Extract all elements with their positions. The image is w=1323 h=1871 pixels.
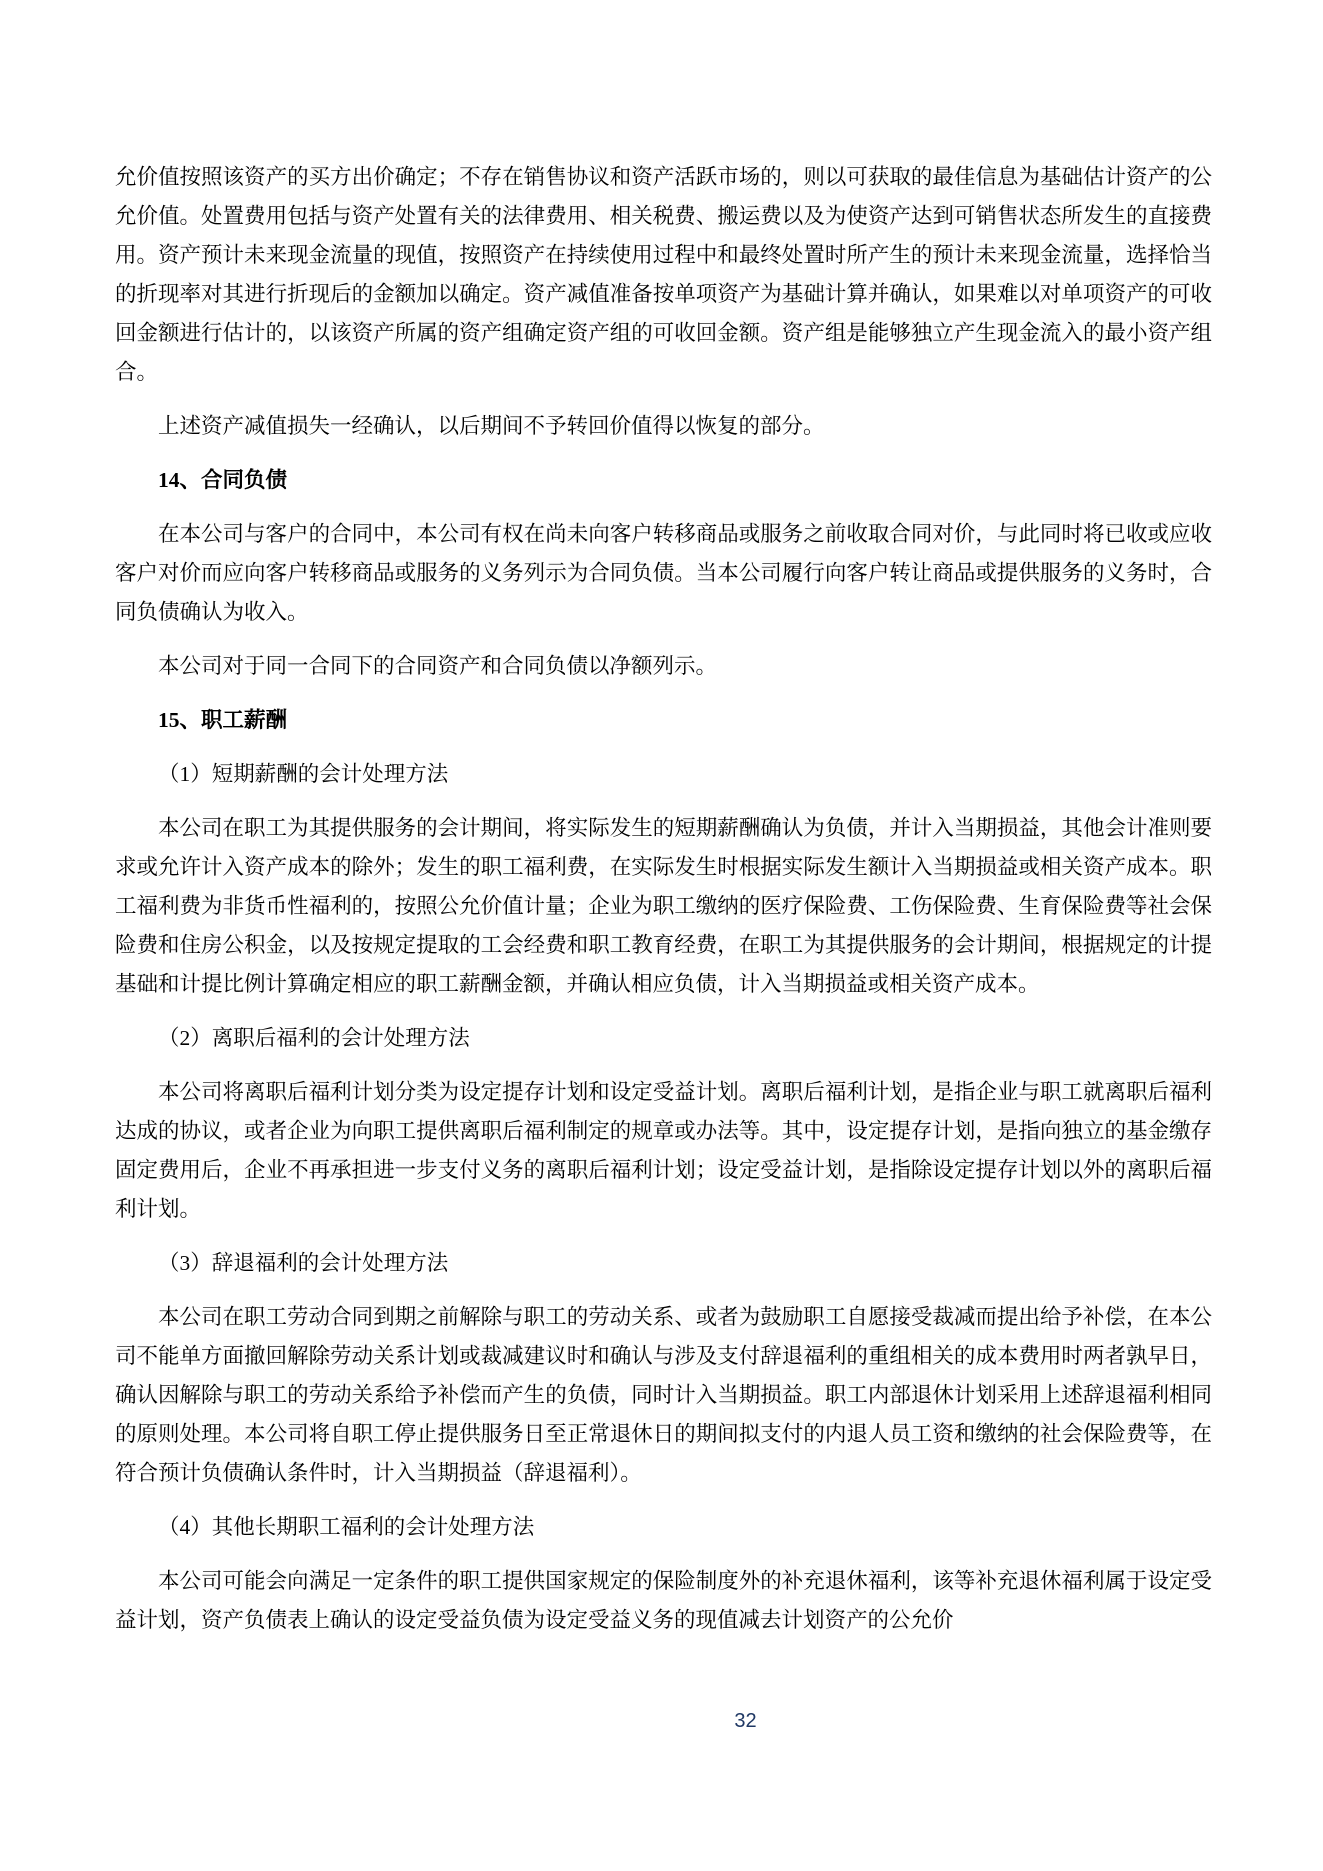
- subsection-heading: （3）辞退福利的会计处理方法: [158, 1251, 449, 1275]
- paragraph: 允价值按照该资产的买方出价确定；不存在销售协议和资产活跃市场的，则以可获取的最佳信息为基础估计资产的公允价值。处置费用包括与资产处置有关的法律费用、相关税费、搬运费以及为使资产达到可销售状态所发生的直接费用。资产预计未来现金流量的现值，按照资产在持续使用过程中和最终处置时所产生的预计未来现金流量，选择恰当的折现率对其进行折现后的金额加以确定。资产减值准备按单项资产为基础计算并确认，如果难以对单项资产的可收回金额进行估计的，以该资产所属的资产组确定资产组的可收回金额。资产组是能够独立产生现金流入的最小资产组合。: [115, 165, 1212, 384]
- paragraph: 本公司在职工为其提供服务的会计期间，将实际发生的短期薪酬确认为负债，并计入当期损益，其他会计准则要求或允许计入资产成本的除外；发生的职工福利费，在实际发生时根据实际发生额计入当期损益或相关资产成本。职工福利费为非货币性福利的，按照公允价值计量；企业为职工缴纳的医疗保险费、工伤保险费、生育保险费等社会保险费和住房公积金，以及按规定提取的工会经费和职工教育经费，在职工为其提供服务的会计期间，根据规定的计提基础和计提比例计算确定相应的职工薪酬金额，并确认相应负债，计入当期损益或相关资产成本。: [115, 816, 1212, 996]
- paragraph: 上述资产减值损失一经确认，以后期间不予转回价值得以恢复的部分。: [158, 414, 825, 438]
- paragraph: 本公司对于同一合同下的合同资产和合同负债以净额列示。: [158, 654, 718, 678]
- paragraph: 本公司将离职后福利计划分类为设定提存计划和设定受益计划。离职后福利计划，是指企业与职工就离职后福利达成的协议，或者企业为向职工提供离职后福利制定的规章或办法等。其中，设定提存计划，是指向独立的基金缴存固定费用后，企业不再承担进一步支付义务的离职后福利计划；设定受益计划，是指除设定提存计划以外的离职后福利计划。: [115, 1080, 1212, 1221]
- page-number: 32: [734, 1710, 757, 1732]
- subsection-heading: （1）短期薪酬的会计处理方法: [158, 762, 449, 786]
- subsection-heading: （4）其他长期职工福利的会计处理方法: [158, 1515, 535, 1539]
- paragraph: 本公司在职工劳动合同到期之前解除与职工的劳动关系、或者为鼓励职工自愿接受裁减而提出给予补偿，在本公司不能单方面撤回解除劳动关系计划或裁减建议时和确认与涉及支付辞退福利的重组相关的成本费用时两者孰早日，确认因解除与职工的劳动关系给予补偿而产生的负债，同时计入当期损益。职工内部退休计划采用上述辞退福利相同的原则处理。本公司将自职工停止提供服务日至正常退休日的期间拟支付的内退人员工资和缴纳的社会保险费等，在符合预计负债确认条件时，计入当期损益（辞退福利）。: [115, 1305, 1212, 1485]
- subsection-heading: （2）离职后福利的会计处理方法: [158, 1026, 470, 1050]
- section-heading: 15、职工薪酬: [158, 708, 288, 732]
- section-heading: 14、合同负债: [158, 468, 288, 492]
- paragraph: 在本公司与客户的合同中，本公司有权在尚未向客户转移商品或服务之前收取合同对价，与此同时将已收或应收客户对价而应向客户转移商品或服务的义务列示为合同负债。当本公司履行向客户转让商品或提供服务的义务时，合同负债确认为收入。: [115, 522, 1212, 624]
- document-body: [115, 158, 1212, 1640]
- paragraph: 本公司可能会向满足一定条件的职工提供国家规定的保险制度外的补充退休福利，该等补充退休福利属于设定受益计划，资产负债表上确认的设定受益负债为设定受益义务的现值减去计划资产的公允价: [115, 1569, 1212, 1632]
